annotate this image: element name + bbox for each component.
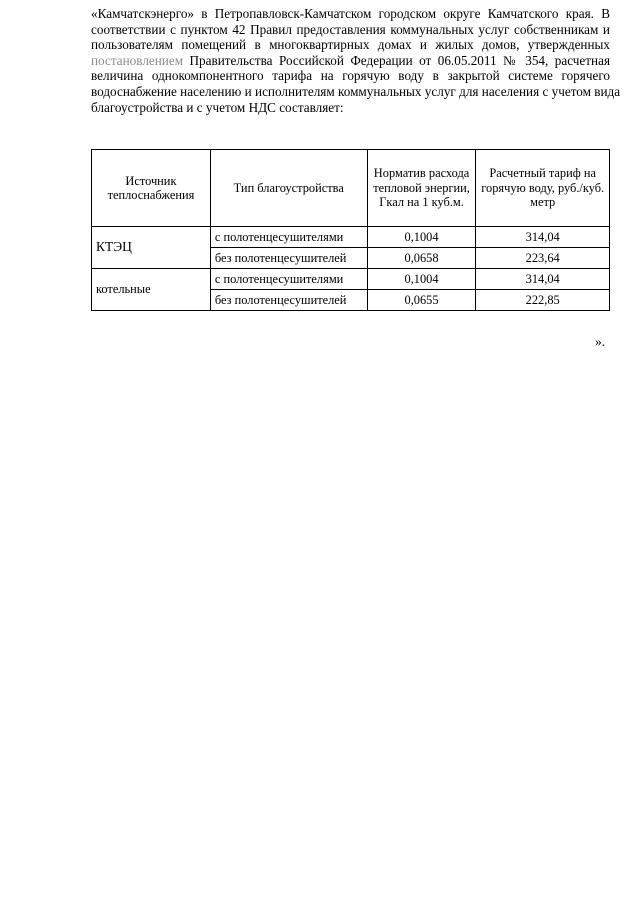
header-source: Источник теплоснабжения: [92, 150, 211, 227]
intro-line-4: [91, 53, 610, 69]
closing-quote: ».: [595, 334, 606, 349]
intro-line-1: «Камчатскэнерго» в Петропавловск-Камчатском городском округе Камчатского края. В: [91, 6, 610, 21]
source-cell-ktec: КТЭЦ: [92, 227, 211, 269]
intro-line-5: величина однокомпонентного тарифа на горячую воду в закрытой системе горячего: [91, 68, 610, 84]
type-cell: с полотенцесушителями: [210, 269, 367, 290]
type-cell: без полотенцесушителей: [210, 248, 367, 269]
tariff-cell: 314,04: [476, 269, 610, 290]
norm-cell: 0,1004: [367, 227, 476, 248]
norm-cell: 0,0655: [367, 290, 476, 311]
header-tariff: Расчетный тариф на горячую воду, руб./куб. метр: [476, 150, 610, 227]
tariff-cell: 223,64: [476, 248, 610, 269]
tariff-cell: 314,04: [476, 227, 610, 248]
intro-line-3: пользователям помещений в многоквартирных домах и жилых домов, утвержденных: [91, 37, 610, 53]
source-cell-boilers: котельные: [92, 269, 211, 311]
type-cell: с полотенцесушителями: [210, 227, 367, 248]
tariff-cell: 222,85: [476, 290, 610, 311]
header-type: Тип благоустройства: [210, 150, 367, 227]
table-header-row: [92, 150, 610, 227]
table-row: [92, 227, 610, 248]
tariff-table: [91, 149, 610, 311]
type-cell: без полотенцесушителей: [210, 290, 367, 311]
intro-line-6: водоснабжение населению и исполнителям коммунальных услуг для населения с учетом вида: [91, 83, 621, 99]
intro-paragraph: [91, 6, 621, 115]
faint-word: постановлением: [91, 52, 184, 68]
norm-cell: 0,0658: [367, 248, 476, 269]
intro-line-7: благоустройства и с учетом НДС составляет:: [91, 99, 344, 115]
intro-line-2: соответствии с пунктом 42 Правил предоставления коммунальных услуг собственникам и: [91, 21, 610, 37]
norm-cell: 0,1004: [367, 269, 476, 290]
intro-line-4-text: Правительства Российской Федерации от 06.05.2011 № 354, расчетная: [189, 52, 611, 68]
document-page: [91, 6, 621, 307]
header-norm: Норматив расхода тепловой энергии, Гкал на 1 куб.м.: [367, 150, 476, 227]
table-row: [92, 269, 610, 290]
